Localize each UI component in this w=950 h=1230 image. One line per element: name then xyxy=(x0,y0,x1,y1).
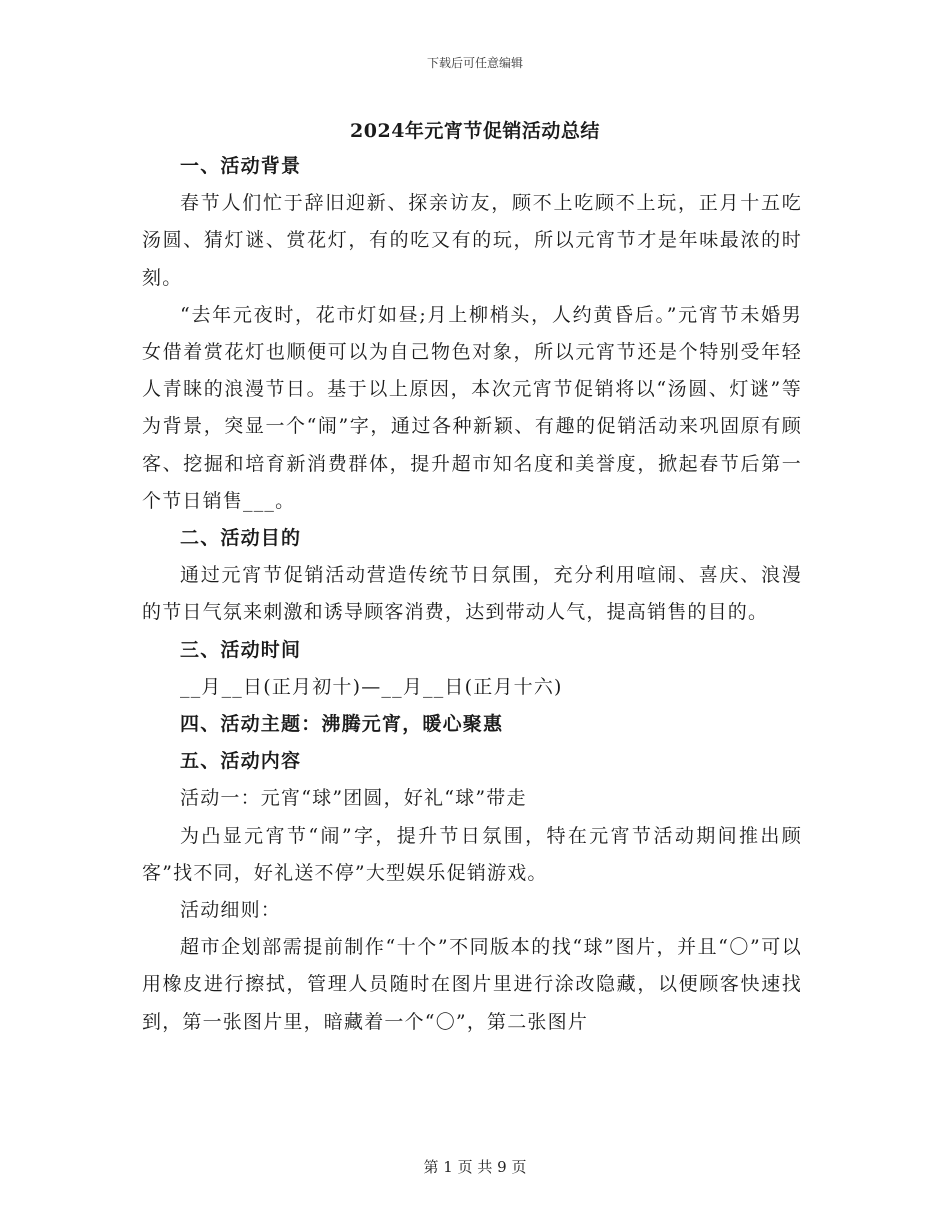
paragraph-purpose: 通过元宵节促销活动营造传统节日氛围，充分利用喧闹、喜庆、浪漫的节日气氛来刺激和诱导顾客消费，达到带动人气，提高销售的目的。 xyxy=(142,564,802,624)
section-heading-purpose: 二、活动目的 xyxy=(180,527,302,550)
section-heading-content: 五、活动内容 xyxy=(180,750,302,773)
section-heading-background: 一、活动背景 xyxy=(180,155,302,177)
paragraph-background-2: “去年元夜时，花市灯如昼;月上柳梢头，人约黄昏后。”元宵节未婚男女借着赏花灯也顺便可以为自己物色对象，所以元宵节还是个特别受年轻人青睐的浪漫节日。基于以上原因，本次元宵节促销将以“汤圆、灯谜”等为背景，突显一个“闹”字，通过各种新颖、有趣的促销活动来巩固原有顾客、挖掘和培育新消费群体，提升超市知名度和美誉度，掀起春节后第一个节日销售___。 xyxy=(142,303,802,512)
document-body xyxy=(142,148,802,1041)
document-title: 2024年元宵节促销活动总结 xyxy=(350,120,600,142)
section-heading-theme: 四、活动主题：沸腾元宵，暖心聚惠 xyxy=(180,713,504,736)
paragraph-activity-1-title: 活动一：元宵“球”团圆，好礼“球”带走 xyxy=(180,787,527,810)
paragraph-activity-rules-label: 活动细则： xyxy=(180,899,282,922)
section-heading-time: 三、活动时间 xyxy=(180,638,302,661)
header-note: 下载后可任意编辑 xyxy=(426,56,523,70)
paragraph-activity-rules: 超市企划部需提前制作“十个”不同版本的找“球”图片，并且“〇”可以用橡皮进行擦拭，管理人员随时在图片里进行涂改隐藏，以便顾客快速找到，第一张图片里，暗藏着一个“〇”，第二张图片 xyxy=(142,936,802,1033)
paragraph-activity-1-intro: 为凸显元宵节“闹”字，提升节日氛围，特在元宵节活动期间推出顾客”找不同，好礼送不停”大型娱乐促销游戏。 xyxy=(142,824,802,884)
page-number: 第 1 页 共 9 页 xyxy=(423,1158,527,1176)
paragraph-background-1: 春节人们忙于辞旧迎新、探亲访友，顾不上吃顾不上玩，正月十五吃汤圆、猜灯谜、赏花灯，有的吃又有的玩，所以元宵节才是年味最浓的时刻。 xyxy=(142,192,802,289)
paragraph-time: __月__日(正月初十)—__月__日(正月十六) xyxy=(180,675,563,698)
